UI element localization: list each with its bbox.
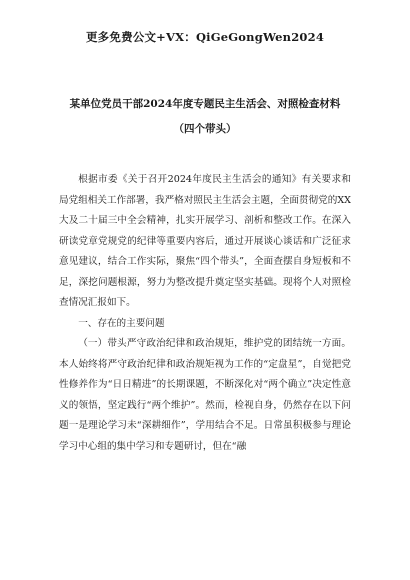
document-subtitle: （四个带头） bbox=[173, 123, 237, 135]
paragraph-problem-1: （一）带头严守政治纪律和政治规矩，维护党的团结统一方面。本人始终将严守政治纪律和政治规矩视为工作的“定盘星”，自觉把党性修养作为“日日精进”的长期课题，不断深化对“两个确立”决定性意义的领悟，坚定践行“两个维护”。然而，检视自身，仍然存在以下问题一是理论学习未“深耕细作”，学用结合不足。日常虽积极参与理论学习中心组的集中学习和专题研讨，但在“融 bbox=[59, 338, 351, 452]
document-body bbox=[59, 170, 351, 457]
header-banner: 更多免费公文+VX：QiGeGongWen2024 bbox=[85, 30, 325, 44]
paragraph-intro: 根据市委《关于召开2024年度民主生活会的通知》有关要求和局党组相关工作部署，我严格对照民主生活会主题，全面贯彻党的XX大及二十届三中全会精神，扎实开展学习、剖析和整改工作。在深入研读党章党规党的纪律等重要内容后，通过开展谈心谈话和广泛征求意见建议，结合工作实际，聚焦“四个带头”，全面查摆自身短板和不足，深挖问题根源，努力为整改提升奠定坚实基础。现将个人对照检查情况汇报如下。 bbox=[59, 174, 351, 308]
document-title: 某单位党员干部2024年度专题民主生活会、对照检查材料 bbox=[69, 98, 341, 110]
section-heading: 一、存在的主要问题 bbox=[78, 317, 165, 329]
